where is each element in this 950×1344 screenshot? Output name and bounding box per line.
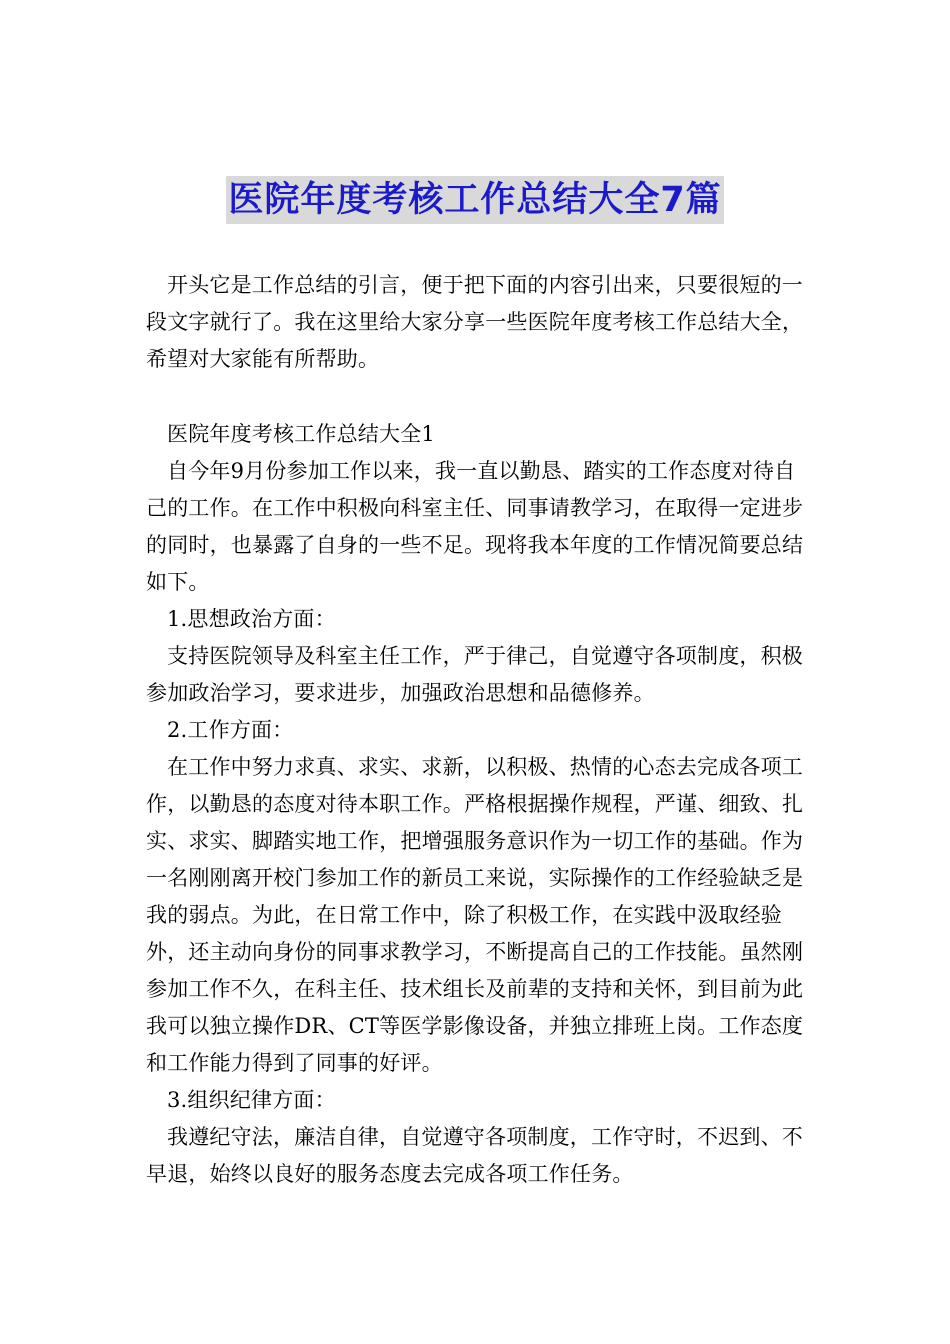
- document-title: 医院年度考核工作总结大全7篇: [226, 176, 723, 224]
- paragraph-3: 在工作中努力求真、求实、求新，以积极、热情的心态去完成各项工作，以勤恳的态度对待本职工作。严格根据操作规程，严谨、细致、扎实、求实、脚踏实地工作，把增强服务意识作为一切工作的基础。作为一名刚刚离开校门参加工作的新员工来说，实际操作的工作经验缺乏是我的弱点。为此，在日常工作中，除了积极工作，在实践中汲取经验外，还主动向身份的同事求教学习，不断提高自己的工作技能。虽然刚参加工作不久，在科主任、技术组长及前辈的支持和关怀，到目前为此我可以独立操作DR、CT等医学影像设备，并独立排班上岗。工作态度和工作能力得到了同事的好评。: [146, 755, 804, 1075]
- paragraph-1: 自今年9月份参加工作以来，我一直以勤恳、踏实的工作态度对待自己的工作。在工作中积极向科室主任、同事请教学习，在取得一定进步的同时，也暴露了自身的一些不足。现将我本年度的工作情况简要总结如下。: [146, 459, 804, 594]
- paragraph-4: 我遵纪守法，廉洁自律，自觉遵守各项制度，工作守时，不迟到、不早退，始终以良好的服务态度去完成各项工作任务。: [146, 1125, 803, 1186]
- paragraph-2: 支持医院领导及科室主任工作，严于律己，自觉遵守各项制度，积极参加政治学习，要求进步，加强政治思想和品德修养。: [146, 644, 803, 705]
- heading-work: 2.工作方面：: [167, 718, 294, 742]
- heading-discipline: 3.组织纪律方面：: [167, 1088, 336, 1112]
- intro-paragraph: 开头它是工作总结的引言，便于把下面的内容引出来，只要很短的一段文字就行了。我在这里给大家分享一些医院年度考核工作总结大全，希望对大家能有所帮助。: [146, 273, 804, 371]
- section-heading: 医院年度考核工作总结大全1: [167, 422, 435, 446]
- heading-political: 1.思想政治方面：: [167, 607, 336, 631]
- title-container: [0, 176, 950, 224]
